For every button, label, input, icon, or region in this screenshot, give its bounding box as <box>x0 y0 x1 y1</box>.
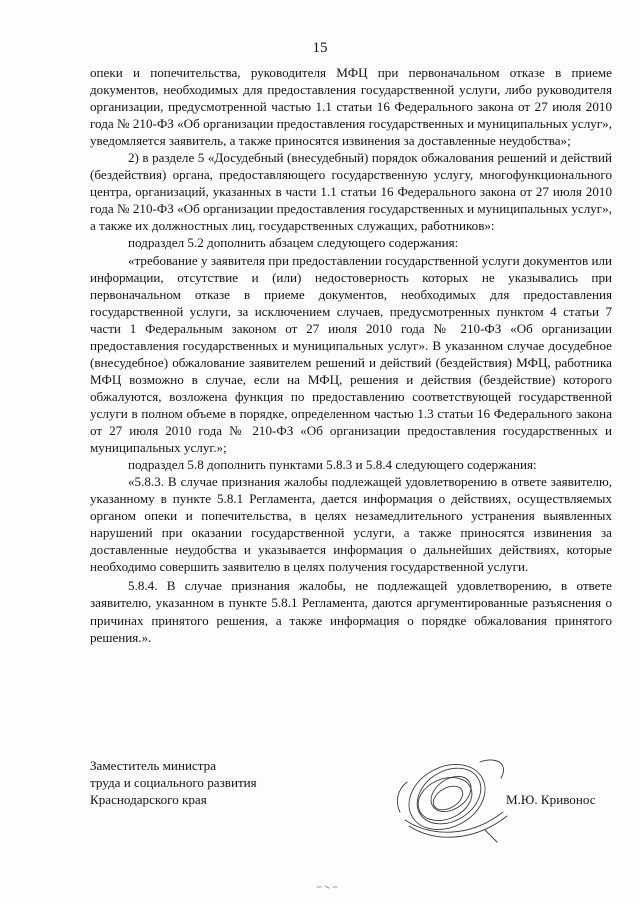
handwritten-signature <box>385 742 525 852</box>
document-body <box>90 64 612 646</box>
signer-position <box>90 757 257 808</box>
signer-position-line: труда и социального развития <box>90 775 257 790</box>
paragraph-subsection-5-2-text: «требование у заявителя при предоставлении государственной услуги документов или информации, отсутствие и (или) недостоверность которых не указывались при первоначальном отказе в приеме документов, необходимых для предоставления государственной услуги, за исключением случаев, предусмотренных пунктом 4 статьи 7 части 1 Федеральным законом от 27 июля 2010 года № 210-ФЗ «Об организации предоставления государственных и муниципальных услуг». В указанном случае досудебное (внесудебное) обжалование заявителем решений и действий (бездействия) МФЦ, работника МФЦ возможно в случае, если на МФЦ, решения и действия (бездействие) которого обжалуются, возложена функция по предоставлению соответствующей государственной услуги в полном объеме в порядке, определенном частью 1.3 статьи 16 Федерального закона от 27 июля 2010 года № 210-ФЗ «Об организации предоставления государственных и муниципальных услуг.»; <box>90 252 612 456</box>
paragraph-5-8-4: 5.8.4. В случае признания жалобы, не подлежащей удовлетворению, в ответе заявителю, указанном в пункте 5.8.1 Регламента, даются аргументированные разъяснения о причинах принятого решения, а также информация о порядке обжалования принятого решения.». <box>90 578 612 645</box>
signer-name: М.Ю. Кривонос <box>506 792 596 807</box>
signer-position-line: Заместитель министра <box>90 758 217 773</box>
paragraph-continuation: опеки и попечительства, руководителя МФЦ при первоначальном отказе в приеме документов, необходимых для предоставления государственной услуги, либо руководителя организации, предусмотренной частью 1.1 статьи 16 Федерального закона от 27 июля 2010 года № 210-ФЗ «Об организации предоставления государственных и муниципальных услуг», уведомляется заявитель, а также приносятся извинения за доставленные неудобства»; <box>90 65 612 149</box>
signer-position-line: Краснодарского края <box>90 792 207 807</box>
paragraph-subsection-5-8: подраздел 5.8 дополнить пунктами 5.8.3 и 5.8.4 следующего содержания: <box>128 457 537 473</box>
paragraph-section-5: 2) в разделе 5 «Досудебный (внесудебный) порядок обжалования решений и действий (бездействия) органа, предоставляющего государственную услугу, многофункционального центра, организаций, указанных в части 1.1 статьи 16 Федерального закона от 27 июля 2010 года № 210-ФЗ «Об организации предоставления государственных и муниципальных услуг», а также их должностных лиц, государственных служащих, работников»: <box>90 150 612 234</box>
paragraph-subsection-5-2: подраздел 5.2 дополнить абзацем следующего содержания: <box>128 235 459 251</box>
paragraph-5-8-3: «5.8.3. В случае признания жалобы подлежащей удовлетворению в ответе заявителю, указанному в пункте 5.8.1 Регламента, дается информация о действиях, осуществляемых органом опеки и попечительства, в целях незамедлительного устранения выявленных нарушений при оказании государственной услуги, а также приносятся извинения за доставленные неудобства и указывается информация о дальнейших действиях, которые необходимо совершить заявителю в целях получения государственной услуги. <box>90 474 612 575</box>
page-number: 15 <box>312 40 328 56</box>
scan-mark <box>315 882 345 892</box>
